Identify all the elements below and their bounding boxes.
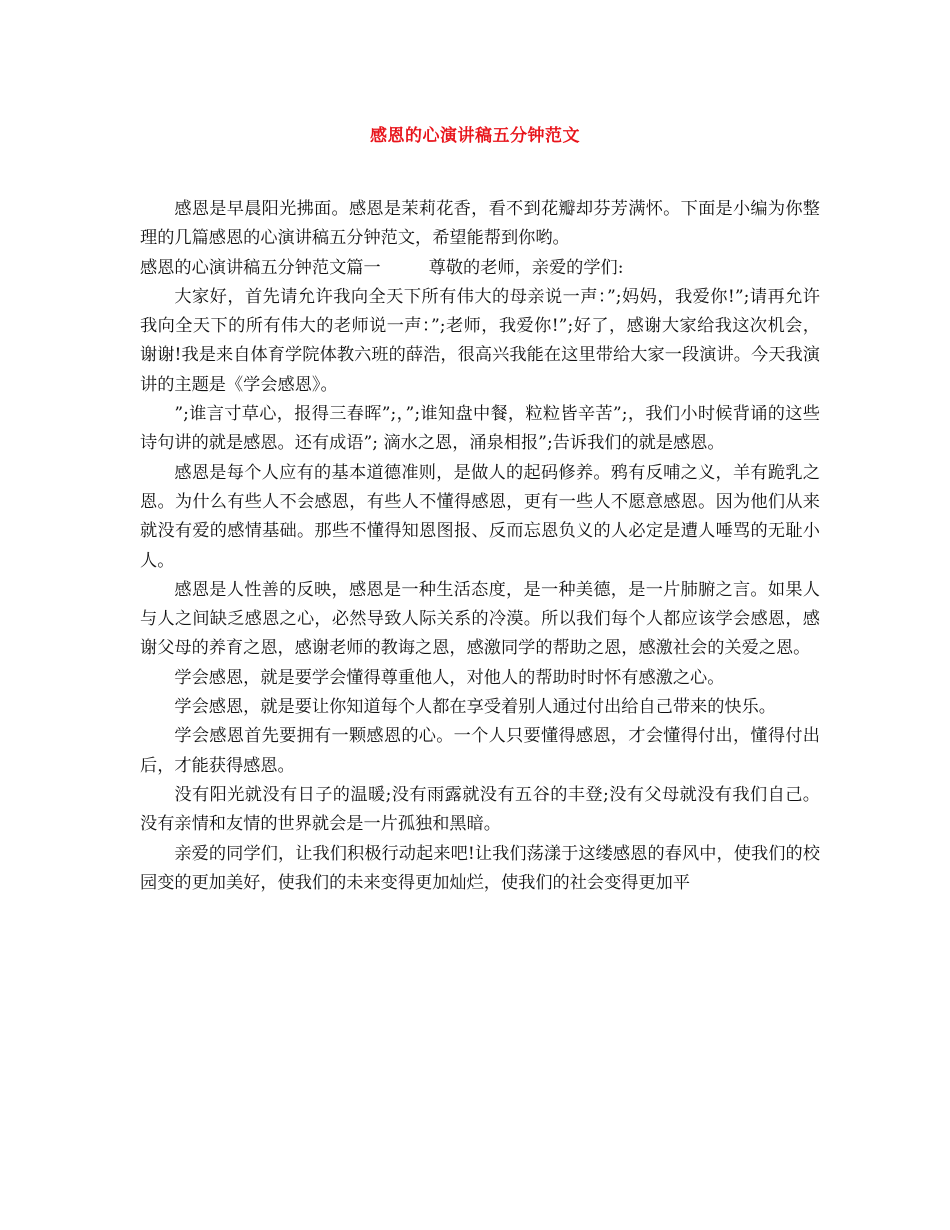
body-paragraph: 大家好，首先请允许我向全天下所有伟大的母亲说一声：”;妈妈，我爱你!”;请再允许我向全天下的所有伟大的老师说一声：”;老师，我爱你!”;好了，感谢大家给我这次机会，谢谢!我是来自体育学院体教六班的薛浩，很高兴我能在这里带给大家一段演讲。今天我演讲的主题是《学会感恩》。 [140, 286, 820, 395]
body-paragraph: 没有阳光就没有日子的温暖;没有雨露就没有五谷的丰登;没有父母就没有我们自己。没有亲情和友情的世界就会是一片孤独和黑暗。 [140, 784, 820, 835]
section-heading: 感恩的心演讲稿五分钟范文篇一 [140, 257, 381, 278]
body-paragraph: 学会感恩，就是要学会懂得尊重他人，对他人的帮助时时怀有感激之心。 [174, 667, 725, 688]
body-paragraph: 感恩是人性善的反映，感恩是一种生活态度，是一种美德，是一片肺腑之言。如果人与人之间缺乏感恩之心，必然导致人际关系的冷漠。所以我们每个人都应该学会感恩，感谢父母的养育之恩，感谢老师的教诲之恩，感激同学的帮助之恩，感激社会的关爱之恩。 [140, 579, 820, 659]
body-paragraph: 学会感恩，就是要让你知道每个人都在享受着别人通过付出给自己带来的快乐。 [174, 697, 776, 718]
body-paragraph: 亲爱的同学们，让我们积极行动起来吧!让我们荡漾于这缕感恩的春风中，使我们的校园变的更加美好，使我们的未来变得更加灿烂，使我们的社会变得更加平 [140, 843, 820, 893]
document-body [140, 195, 820, 898]
document-title: 感恩的心演讲稿五分钟范文 [370, 126, 580, 146]
body-paragraph: 学会感恩首先要拥有一颗感恩的心。一个人只要懂得感恩，才会懂得付出，懂得付出后，才能获得感恩。 [140, 726, 820, 776]
section-heading-line [140, 254, 820, 283]
body-paragraph: ”;谁言寸草心，报得三春晖”;，”;谁知盘中餐，粒粒皆辛苦”;，我们小时候背诵的这些诗句讲的就是感恩。还有成语”; 滴水之恩，涌泉相报”;告诉我们的就是感恩。 [140, 404, 820, 454]
intro-paragraph: 感恩是早晨阳光拂面。感恩是茉莉花香，看不到花瓣却芬芳满怀。下面是小编为你整理的几篇感恩的心演讲稿五分钟范文，希望能帮到你哟。 [140, 199, 820, 249]
body-paragraph: 感恩是每个人应有的基本道德准则，是做人的起码修养。鸦有反哺之义，羊有跪乳之恩。为什么有些人不会感恩，有些人不懂得感恩，更有一些人不愿意感恩。因为他们从来就没有爱的感情基础。那些不懂得知恩图报、反而忘恩负义的人必定是遭人唾骂的无耻小人。 [140, 462, 820, 571]
salutation: 尊敬的老师，亲爱的学们: [428, 257, 624, 278]
